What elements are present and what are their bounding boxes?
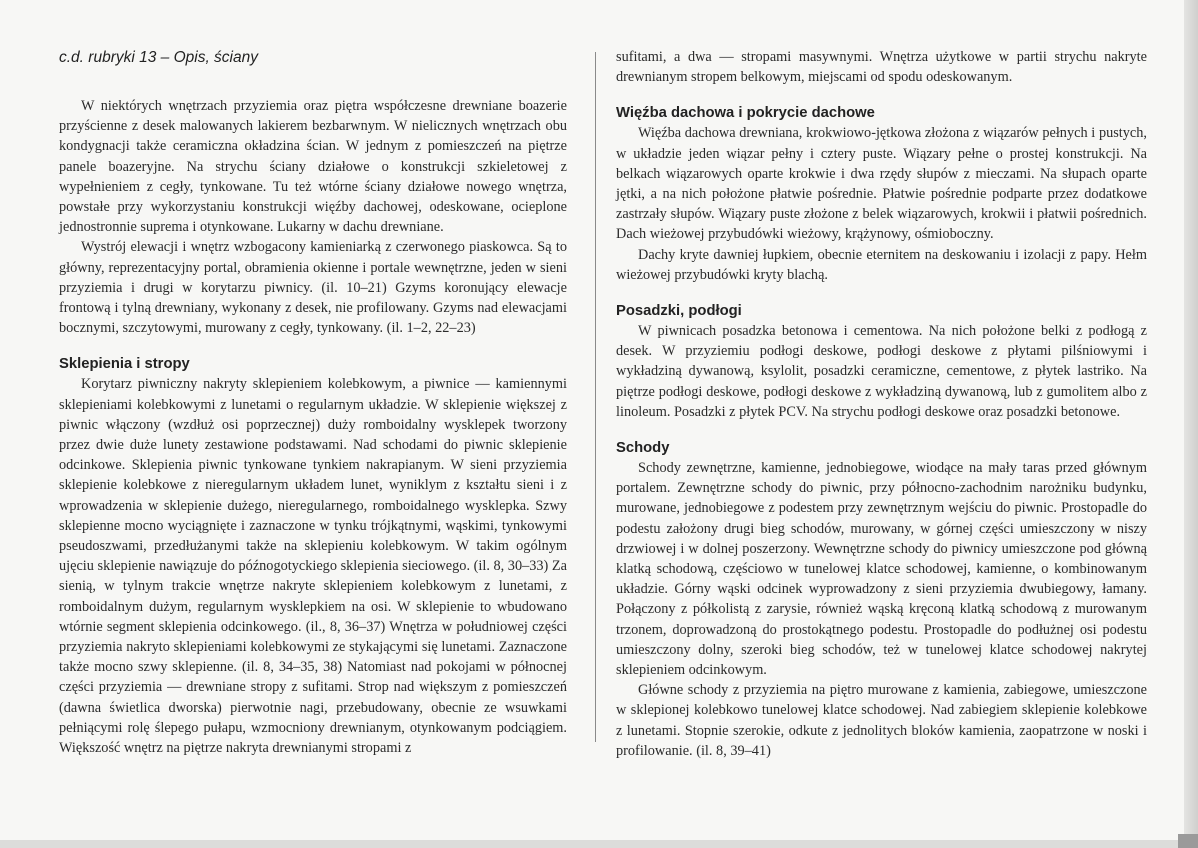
paragraph-walls: W niektórych wnętrzach przyziemia oraz piętra współczesne drewniane boazerie przyścienne z desek malowanych lakierem bezbarwnym. W nielicznych wnętrzach obu kondygnacji także ceramiczna okładzina ścian. W jednym z pomieszczeń na piętrze panele boazeryjne. Na strychu ściany działowe o konstrukcji szkieletowej z wypełnieniem z cegły, tynkowane. Tu też wtórne ściany działowe nowego wnętrza, powstałe przy wykorzystaniu konstrukcji więźby dachowej, odeskowane, ocieplone jednostronnie suprema i otynkowane. Lukarny w dachu drewniane.	[59, 98, 567, 236]
heading-vaults: Sklepienia i stropy	[59, 356, 190, 373]
paragraph-roofing: Dachy kryte dawniej łupkiem, obecnie eternitem na deskowaniu i izolacji z papy. Hełm wieżowej przybudówki kryty blachą.	[616, 246, 1147, 283]
paragraph-vaults: Korytarz piwniczny nakryty sklepieniem kolebkowym, a piwnice — kamiennymi sklepieniami kolebkowymi z lunetami o regularnym układzie. W sklepienie większej z piwnic włączony (wzdłuż osi poprzecznej) duży romboidalny wysklepek tworzony przez dwie duże lunety zestawione podstawami. Nad schodami do piwnic sklepienie odcinkowe. Sklepienia piwnic tynkowane tynkiem nakrapianym. W sieni przyziemia sklepienie kolebkowe z nieregularnym układem lunet, wyniklym z kształtu sieni i z wprowadzenia w sklepienie dużego, nieregularnego, romboidalnego wysklepka. Szwy sklepienne mocno wyciągnięte i zaznaczone w tynku trójkątnymi, wąskimi, tynkowymi pseudoszwami, przedłużanymi także na sklepieniu kolebkowym. W takim ogólnym ujęciu sklepienie nawiązuje do późnogotyckiego sklepienia sieciowego. (il. 8, 30–33) Za sienią, w tylnym trakcie wnętrze nakryte sklepieniem kolebkowym z lunetami, z romboidalnym dużym, regularnym wysklepkiem na osi. W sklepienie to wbudowano wtórnie segment sklepienia odcinkowego. (il., 8, 36–37) Wnętrza w południowej części przyziemia nakryto sklepieniami kolebkowymi ze stykającymi się lunetami. Zaznaczone także mocno szwy sklepienne. (il. 8, 34–35, 38) Natomiast nad pokojami w północnej części przyziemia — drewniane stropy z sufitami. Strop nad większym z pomieszczeń (dawna świetlica dworska) pierwotnie nagi, przebudowany, obecnie ze wsuwkami pełniącymi rolę ślepego pułapu, wzmocniony drewnianym, otynkowanym podciągiem. Większość wnętrz na piętrze nakryta drewnianymi stropami z	[59, 376, 567, 757]
column-divider	[595, 52, 596, 742]
page-edge	[1184, 0, 1198, 848]
rubric-title: c.d. rubryki 13 – Opis, ściany	[59, 49, 258, 66]
paragraph-roof-truss: Więźba dachowa drewniana, krokwiowo-jętkowa złożona z wiązarów pełnych i pustych, w układzie jeden wiązar pełny i cztery puste. Wiązary pełne o prostej konstrukcji. Na belkach wiązarowych oparte krokwie i dwa rzędy słupów z mieczami. Na słupach oparte jętki, a na nich położone płatwie pośrednie. Płatwie pośrednie podparte przez dodatkowe zastrzały słupów. Wiązary puste złożone z belek wiązarowych, krokwii i płatwii pośrednich. Dach wieżowej przybudówki wieżowy, krążynowy, ośmioboczny.	[616, 125, 1147, 243]
paragraph-floors: W piwnicach posadzka betonowa i cementowa. Na nich położone belki z podłogą z desek. W przyziemiu podłogi deskowe, podłogi deskowe z płytami pilśniowymi i wykładziną dywanową, ksylolit, posadzki ceramiczne, cementowe, z płytek lastriko. Na piętrze podłogi deskowe, podłogi deskowe z wykładziną dywanową, lub z gumolitem albo z linoleum. Posadzki z płytek PCV. Na strychu podłogi deskowe oraz posadzki betonowe.	[616, 323, 1147, 420]
heading-floors: Posadzki, podłogi	[616, 303, 742, 320]
paragraph-decoration: Wystrój elewacji i wnętrz wzbogacony kamieniarką z czerwonego piaskowca. Są to główny, reprezentacyjny portal, obramienia okienne i portale wewnętrzne, jeden w sieni przyziemia i drugi w korytarzu piwnicy. (il. 10–21) Gzyms koronujący elewacje frontową i tylną drewniany, wykonany z desek, nie profilowany. Gzyms nad elewacjami bocznymi, szczytowymi, murowany z cegły, tynkowany. (il. 1–2, 22–23)	[59, 239, 567, 337]
paragraph-main-stairs: Główne schody z przyziemia na piętro murowane z kamienia, zabiegowe, umieszczone w sklepionej kolebkowo tunelowej klatce schodowej. Nad zabiegiem sklepienie kolebkowe z lunetami. Stopnie szerokie, odkute z jednolitych bloków kamienia, zaopatrzone w noski i profilowanie. (il. 8, 39–41)	[616, 682, 1147, 759]
paragraph-stairs: Schody zewnętrzne, kamienne, jednobiegowe, wiodące na mały taras przed głównym portalem. Zewnętrzne schody do piwnic, przy północno-zachodnim narożniku budynku, murowane, jednobiegowe z podestem przy zewnętrznym wejściu do piwnic. Prostopadle do podestu założony drugi bieg schodów, murowany, w górnej części umieszczony w niszy drzwiowej i w dolnej poszerzony. Wewnętrzne schody do piwnicy umieszczone pod główną klatką schodową, częściowo w tunelowej klatce schodowej, kamienne, o kombinowanym układzie. Górny wąski odcinek wyprowadzony z sieni przyziemia dwubiegowy, łamany. Połączony z półkolistą z zarysie, również wąską kręconą klatką schodową z murowanym trzonem, doprowadzoną do prostokątnego podestu. Prostopadle do podłużnej osi podestu umieszczony dolny, szeroki bieg schodów, też w tunelowej klatce schodowej nakrytej sklepieniem odcinkowym.	[616, 460, 1147, 679]
right-column	[616, 47, 1147, 761]
heading-roof: Więźba dachowa i pokrycie dachowe	[616, 105, 875, 122]
page-bottom-edge	[0, 840, 1198, 848]
left-column	[59, 48, 567, 758]
paragraph-ceilings-cont: sufitami, a dwa — stropami masywnymi. Wnętrza użytkowe w partii strychu nakryte drewnianym stropem belkowym, miejscami od spodu odeskowanym.	[616, 49, 1147, 86]
heading-stairs: Schody	[616, 440, 670, 457]
scan-corner-mark	[1178, 834, 1198, 848]
